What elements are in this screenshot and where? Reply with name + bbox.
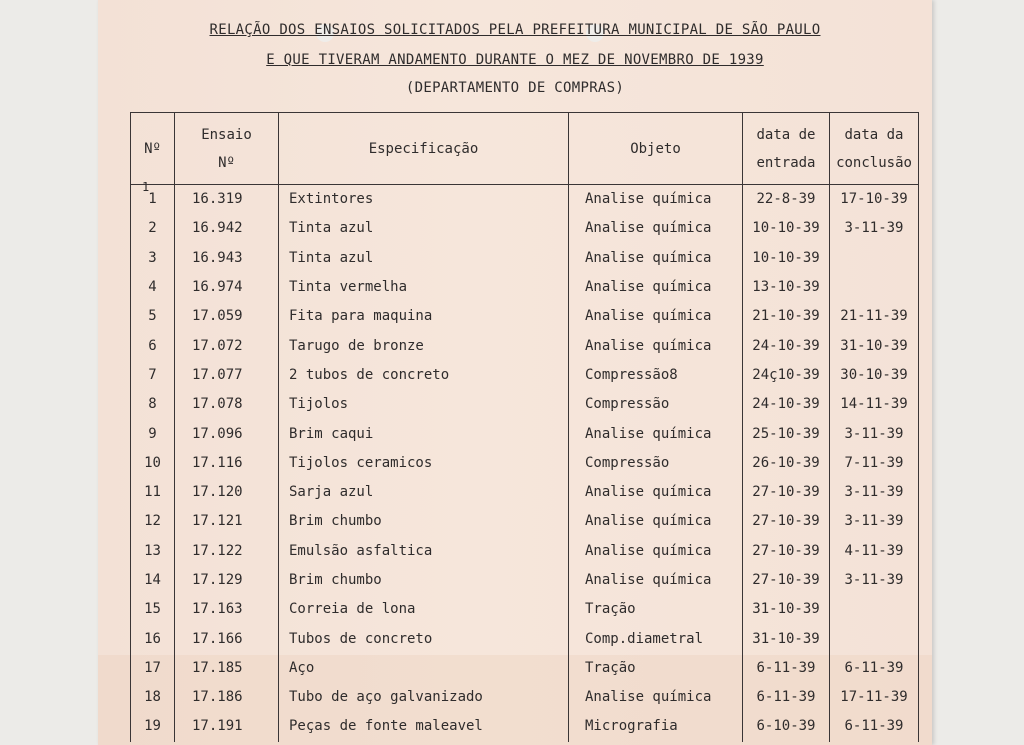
header-especificacao: Especificação xyxy=(279,113,569,185)
table-row xyxy=(131,390,919,419)
cell-data-conclusao: 3-11-39 xyxy=(830,478,919,507)
cell-data-conclusao: 3-11-39 xyxy=(830,507,919,536)
cell-ensaio: 17.116 xyxy=(175,449,279,478)
table-row xyxy=(131,478,919,507)
cell-ensaio: 16.942 xyxy=(175,214,279,243)
cell-num: 12 xyxy=(131,507,175,536)
header-entrada-line1: data de xyxy=(756,126,816,143)
document-page xyxy=(98,0,932,745)
cell-data-entrada: 10-10-39 xyxy=(743,244,830,273)
cell-data-entrada: 24-10-39 xyxy=(743,331,830,360)
cell-data-entrada: 24-10-39 xyxy=(743,390,830,419)
cell-ensaio: 17.072 xyxy=(175,331,279,360)
cell-ensaio: 17.096 xyxy=(175,419,279,448)
cell-data-conclusao: 7-11-39 xyxy=(830,449,919,478)
cell-data-conclusao: 3-11-39 xyxy=(830,214,919,243)
cell-data-entrada: 25-10-39 xyxy=(743,419,830,448)
cell-data-entrada: 24ç10-39 xyxy=(743,361,830,390)
cell-especificacao: Tijolos ceramicos xyxy=(279,449,569,478)
cell-especificacao: Tubo de aço galvanizado xyxy=(279,683,569,712)
cell-num: 16 xyxy=(131,624,175,653)
department-subtitle: (DEPARTAMENTO DE COMPRAS) xyxy=(405,80,625,96)
cell-num: 8 xyxy=(131,390,175,419)
cell-data-conclusao: 6-11-39 xyxy=(830,654,919,683)
header-entrada-line2: entrada xyxy=(756,154,816,171)
margin-mark: 1 xyxy=(142,180,150,194)
header-ensaio-line1: Ensaio xyxy=(201,126,252,143)
cell-objeto: Analise química xyxy=(569,302,743,331)
cell-num: 6 xyxy=(131,331,175,360)
cell-especificacao: 2 tubos de concreto xyxy=(279,361,569,390)
cell-data-conclusao: 3-11-39 xyxy=(830,566,919,595)
cell-especificacao: Tinta vermelha xyxy=(279,273,569,302)
cell-especificacao: Aço xyxy=(279,654,569,683)
cell-especificacao: Brim chumbo xyxy=(279,566,569,595)
table-row xyxy=(131,595,919,624)
cell-especificacao: Tinta azul xyxy=(279,244,569,273)
cell-ensaio: 17.122 xyxy=(175,537,279,566)
cell-objeto: Analise química xyxy=(569,185,743,215)
cell-data-entrada: 6-10-39 xyxy=(743,712,830,741)
table-row xyxy=(131,331,919,360)
cell-objeto: Analise química xyxy=(569,507,743,536)
header-num: Nº xyxy=(131,113,175,185)
table-row xyxy=(131,273,919,302)
cell-data-entrada: 13-10-39 xyxy=(743,273,830,302)
table-row xyxy=(131,566,919,595)
cell-ensaio: 17.120 xyxy=(175,478,279,507)
tests-table xyxy=(130,112,919,742)
cell-objeto: Comp.diametral xyxy=(569,624,743,653)
cell-num: 7 xyxy=(131,361,175,390)
cell-ensaio: 17.163 xyxy=(175,595,279,624)
cell-num: 3 xyxy=(131,244,175,273)
cell-num: 11 xyxy=(131,478,175,507)
cell-especificacao: Fita para maquina xyxy=(279,302,569,331)
cell-data-entrada: 6-11-39 xyxy=(743,654,830,683)
cell-objeto: Compressão xyxy=(569,390,743,419)
cell-objeto: Analise química xyxy=(569,331,743,360)
header-data-conclusao xyxy=(830,113,919,185)
header-ensaio xyxy=(175,113,279,185)
cell-data-conclusao: 3-11-39 xyxy=(830,419,919,448)
cell-especificacao: Sarja azul xyxy=(279,478,569,507)
table-row xyxy=(131,449,919,478)
table-row xyxy=(131,507,919,536)
cell-ensaio: 16.943 xyxy=(175,244,279,273)
header-data-entrada xyxy=(743,113,830,185)
cell-num: 19 xyxy=(131,712,175,741)
cell-data-conclusao: 30-10-39 xyxy=(830,361,919,390)
cell-ensaio: 17.121 xyxy=(175,507,279,536)
cell-num: 17 xyxy=(131,654,175,683)
cell-data-conclusao xyxy=(830,244,919,273)
cell-ensaio: 17.166 xyxy=(175,624,279,653)
cell-num: 10 xyxy=(131,449,175,478)
cell-data-entrada: 31-10-39 xyxy=(743,595,830,624)
cell-objeto: Analise química xyxy=(569,244,743,273)
cell-objeto: Micrografia xyxy=(569,712,743,741)
table-row xyxy=(131,302,919,331)
document-title-line1: RELAÇÃO DOS ENSAIOS SOLICITADOS PELA PREFEITURA MUNICIPAL DE SÃO PAULO xyxy=(209,22,821,38)
cell-especificacao: Tubos de concreto xyxy=(279,624,569,653)
cell-objeto: Analise química xyxy=(569,273,743,302)
cell-data-entrada: 31-10-39 xyxy=(743,624,830,653)
document-title-line2: E QUE TIVERAM ANDAMENTO DURANTE O MEZ DE NOVEMBRO DE 1939 xyxy=(266,52,764,68)
cell-data-conclusao: 17-11-39 xyxy=(830,683,919,712)
cell-num: 15 xyxy=(131,595,175,624)
table-row xyxy=(131,683,919,712)
cell-num: 2 xyxy=(131,214,175,243)
cell-ensaio: 17.059 xyxy=(175,302,279,331)
cell-especificacao: Peças de fonte maleavel xyxy=(279,712,569,741)
cell-data-entrada: 27-10-39 xyxy=(743,537,830,566)
cell-objeto: Tração xyxy=(569,654,743,683)
table-row xyxy=(131,654,919,683)
table-row xyxy=(131,419,919,448)
table-row xyxy=(131,214,919,243)
cell-especificacao: Emulsão asfaltica xyxy=(279,537,569,566)
cell-objeto: Compressão8 xyxy=(569,361,743,390)
cell-num: 14 xyxy=(131,566,175,595)
cell-data-conclusao: 31-10-39 xyxy=(830,331,919,360)
cell-especificacao: Brim chumbo xyxy=(279,507,569,536)
cell-ensaio: 16.319 xyxy=(175,185,279,215)
cell-num: 1 xyxy=(131,185,175,215)
cell-objeto: Analise química xyxy=(569,566,743,595)
cell-num: 4 xyxy=(131,273,175,302)
table-row xyxy=(131,361,919,390)
header-conclusao-line1: data da xyxy=(844,126,904,143)
cell-ensaio: 17.186 xyxy=(175,683,279,712)
cell-ensaio: 16.974 xyxy=(175,273,279,302)
cell-num: 5 xyxy=(131,302,175,331)
cell-data-entrada: 22-8-39 xyxy=(743,185,830,215)
cell-objeto: Analise química xyxy=(569,478,743,507)
cell-especificacao: Extintores xyxy=(279,185,569,215)
cell-data-conclusao xyxy=(830,595,919,624)
cell-data-conclusao: 14-11-39 xyxy=(830,390,919,419)
cell-num: 18 xyxy=(131,683,175,712)
cell-data-entrada: 27-10-39 xyxy=(743,566,830,595)
cell-ensaio: 17.185 xyxy=(175,654,279,683)
cell-ensaio: 17.129 xyxy=(175,566,279,595)
table-row xyxy=(131,244,919,273)
cell-data-conclusao: 6-11-39 xyxy=(830,712,919,741)
cell-objeto: Compressão xyxy=(569,449,743,478)
cell-especificacao: Correia de lona xyxy=(279,595,569,624)
cell-objeto: Analise química xyxy=(569,537,743,566)
cell-data-entrada: 27-10-39 xyxy=(743,478,830,507)
cell-data-conclusao xyxy=(830,273,919,302)
cell-especificacao: Tijolos xyxy=(279,390,569,419)
header-objeto: Objeto xyxy=(569,113,743,185)
cell-data-conclusao: 4-11-39 xyxy=(830,537,919,566)
cell-data-entrada: 21-10-39 xyxy=(743,302,830,331)
cell-ensaio: 17.191 xyxy=(175,712,279,741)
header-conclusao-line2: conclusão xyxy=(836,154,912,171)
cell-data-entrada: 26-10-39 xyxy=(743,449,830,478)
table-row xyxy=(131,624,919,653)
table-header-row xyxy=(131,113,919,185)
cell-data-entrada: 10-10-39 xyxy=(743,214,830,243)
cell-num: 13 xyxy=(131,537,175,566)
cell-especificacao: Brim caqui xyxy=(279,419,569,448)
table-row xyxy=(131,537,919,566)
cell-data-entrada: 6-11-39 xyxy=(743,683,830,712)
cell-objeto: Analise química xyxy=(569,214,743,243)
cell-objeto: Analise química xyxy=(569,683,743,712)
cell-ensaio: 17.078 xyxy=(175,390,279,419)
cell-data-conclusao: 17-10-39 xyxy=(830,185,919,215)
cell-objeto: Tração xyxy=(569,595,743,624)
cell-ensaio: 17.077 xyxy=(175,361,279,390)
header-ensaio-line2: Nº xyxy=(218,154,235,171)
cell-especificacao: Tarugo de bronze xyxy=(279,331,569,360)
cell-data-conclusao xyxy=(830,624,919,653)
table-row xyxy=(131,185,919,215)
cell-objeto: Analise química xyxy=(569,419,743,448)
cell-num: 9 xyxy=(131,419,175,448)
table-row xyxy=(131,712,919,741)
cell-data-entrada: 27-10-39 xyxy=(743,507,830,536)
cell-data-conclusao: 21-11-39 xyxy=(830,302,919,331)
cell-especificacao: Tinta azul xyxy=(279,214,569,243)
